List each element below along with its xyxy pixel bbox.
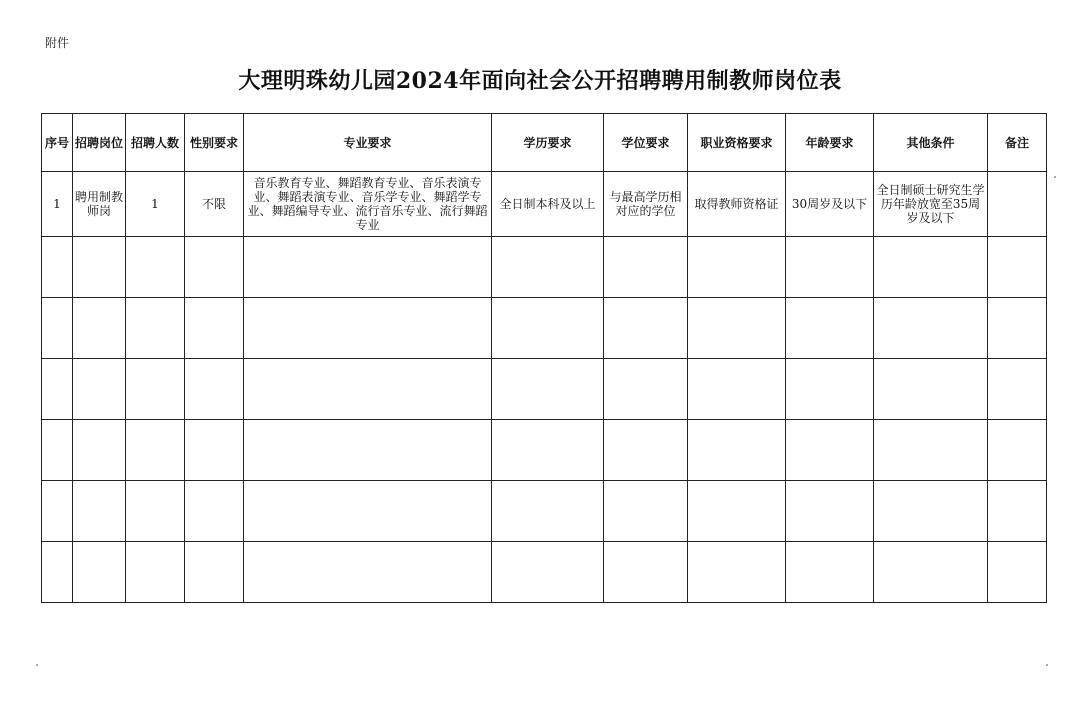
empty-cell <box>126 237 185 298</box>
empty-cell <box>73 237 126 298</box>
empty-cell <box>688 298 786 359</box>
empty-cell <box>244 542 492 603</box>
empty-cell <box>126 420 185 481</box>
empty-cell <box>786 481 874 542</box>
empty-cell <box>73 298 126 359</box>
cell-major: 音乐教育专业、舞蹈教育专业、音乐表演专业、舞蹈表演专业、音乐学专业、舞蹈学专业、舞蹈编导专业、流行音乐专业、流行舞蹈专业 <box>244 172 492 237</box>
cell-degree: 与最高学历相对应的学位 <box>604 172 688 237</box>
empty-cell <box>786 420 874 481</box>
cell-position: 聘用制教师岗 <box>73 172 126 237</box>
cell-seq: 1 <box>42 172 73 237</box>
empty-cell <box>874 298 988 359</box>
empty-cell <box>42 359 73 420</box>
scan-speck <box>1054 176 1056 178</box>
empty-cell <box>688 237 786 298</box>
empty-cell <box>786 542 874 603</box>
scan-speck <box>1046 664 1048 666</box>
cell-age: 30周岁及以下 <box>786 172 874 237</box>
empty-cell <box>126 298 185 359</box>
empty-cell <box>604 237 688 298</box>
empty-cell <box>492 420 604 481</box>
empty-cell <box>492 298 604 359</box>
cell-qualification: 取得教师资格证 <box>688 172 786 237</box>
page-title: 大理明珠幼儿园2024年面向社会公开招聘聘用制教师岗位表 <box>238 68 842 94</box>
header-age: 年龄要求 <box>786 114 874 172</box>
header-major: 专业要求 <box>244 114 492 172</box>
cell-gender: 不限 <box>185 172 244 237</box>
empty-cell <box>786 237 874 298</box>
empty-cell <box>988 481 1047 542</box>
empty-cell <box>42 420 73 481</box>
empty-table-row <box>42 359 1047 420</box>
header-position: 招聘岗位 <box>73 114 126 172</box>
empty-cell <box>42 542 73 603</box>
empty-cell <box>185 298 244 359</box>
empty-cell <box>126 359 185 420</box>
header-education: 学历要求 <box>492 114 604 172</box>
empty-cell <box>874 481 988 542</box>
empty-cell <box>185 420 244 481</box>
empty-cell <box>244 420 492 481</box>
header-notes: 备注 <box>988 114 1047 172</box>
empty-cell <box>688 542 786 603</box>
empty-cell <box>73 359 126 420</box>
empty-table-row <box>42 237 1047 298</box>
scan-speck <box>36 664 38 666</box>
empty-cell <box>42 481 73 542</box>
empty-cell <box>874 420 988 481</box>
empty-cell <box>42 237 73 298</box>
empty-cell <box>42 298 73 359</box>
empty-cell <box>988 542 1047 603</box>
empty-table-row <box>42 481 1047 542</box>
empty-cell <box>786 359 874 420</box>
table-row <box>42 172 1047 237</box>
empty-cell <box>244 359 492 420</box>
empty-cell <box>874 542 988 603</box>
empty-cell <box>73 481 126 542</box>
header-qualification: 职业资格要求 <box>688 114 786 172</box>
empty-table-row <box>42 420 1047 481</box>
empty-cell <box>126 481 185 542</box>
empty-cell <box>244 481 492 542</box>
empty-cell <box>185 237 244 298</box>
empty-cell <box>492 481 604 542</box>
recruitment-table <box>41 113 1047 603</box>
cell-other: 全日制硕士研究生学历年龄放宽至35周岁及以下 <box>874 172 988 237</box>
empty-cell <box>185 359 244 420</box>
empty-cell <box>244 237 492 298</box>
empty-cell <box>688 420 786 481</box>
cell-notes <box>988 172 1047 237</box>
cell-count: 1 <box>126 172 185 237</box>
empty-cell <box>604 298 688 359</box>
empty-cell <box>988 298 1047 359</box>
empty-cell <box>244 298 492 359</box>
empty-cell <box>688 359 786 420</box>
empty-cell <box>604 542 688 603</box>
empty-cell <box>492 542 604 603</box>
empty-cell <box>604 481 688 542</box>
attachment-label: 附件 <box>45 36 70 50</box>
empty-cell <box>185 542 244 603</box>
cell-education: 全日制本科及以上 <box>492 172 604 237</box>
empty-cell <box>492 237 604 298</box>
empty-cell <box>988 420 1047 481</box>
empty-cell <box>604 420 688 481</box>
empty-cell <box>688 481 786 542</box>
table-header-row <box>42 114 1047 172</box>
empty-table-row <box>42 542 1047 603</box>
empty-cell <box>874 359 988 420</box>
header-gender: 性别要求 <box>185 114 244 172</box>
empty-cell <box>73 420 126 481</box>
empty-cell <box>604 359 688 420</box>
header-count: 招聘人数 <box>126 114 185 172</box>
empty-cell <box>874 237 988 298</box>
empty-cell <box>73 542 126 603</box>
empty-cell <box>988 359 1047 420</box>
header-other: 其他条件 <box>874 114 988 172</box>
header-degree: 学位要求 <box>604 114 688 172</box>
header-seq: 序号 <box>42 114 73 172</box>
empty-cell <box>185 481 244 542</box>
empty-cell <box>786 298 874 359</box>
empty-table-row <box>42 298 1047 359</box>
empty-cell <box>126 542 185 603</box>
empty-cell <box>988 237 1047 298</box>
empty-cell <box>492 359 604 420</box>
